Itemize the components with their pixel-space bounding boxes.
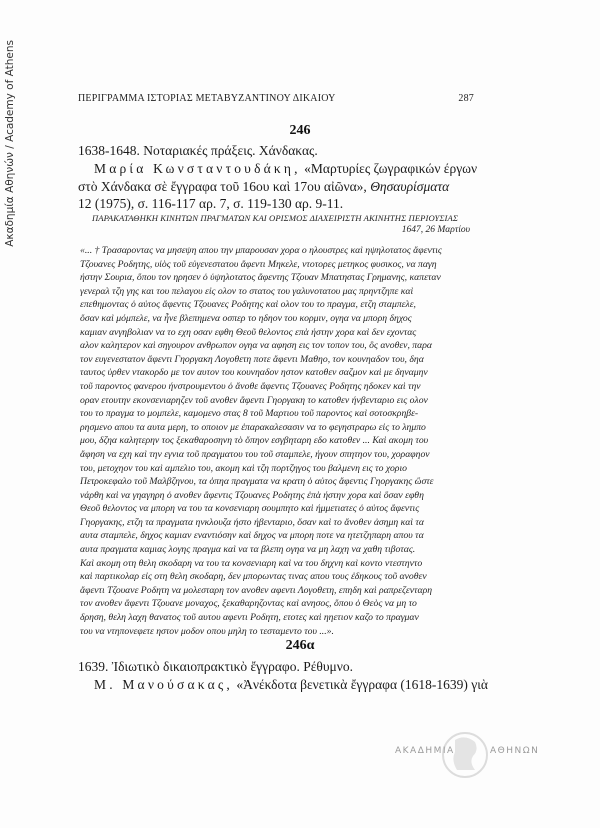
entry-246-reference (78, 160, 484, 213)
transcription-line: ρησμενο απου τα αυτα μερη, το οποιον με ἐπαρακαλεσασιν να το φεγηστραρω εἰς το λημπο (80, 421, 426, 433)
entry-246-number: 246 (289, 123, 311, 138)
sidebar-text: Ακαδημία Αθηνών / Academy of Athens (4, 40, 16, 247)
transcription-line: τον ανοθεν ἄφεντι Τζουανε μοναχος, ξεκαθαρηζοντας καὶ ανησος, ὅπου ὁ Θεὸς να μη το (80, 598, 417, 610)
transcription-line: τοῦ παροντος φανερου ήνστρουμεντου ὁ ἄνοθε ἄφεντις Τζουανες Ροδητης ηδοκεν καὶ την (80, 380, 421, 392)
reference-line-3 (78, 195, 484, 213)
archive-sidebar-label (4, 40, 26, 270)
transcription-line: ὅσαν καὶ μόμπελε, να ἦνε βλεπημενα οσπερ το ηδηον του κορμιν, ογηα να μπορη δηχος (80, 312, 412, 324)
document-date: 1647, 26 Μαρτίου (401, 225, 470, 235)
transcription-line: αυτα σταμπελε, δηχος καμιαν εναντιόσην καὶ δηχος να μπορη ποτε να ητετζηπαρη απου τα (80, 530, 424, 542)
entry-246-title: 1638-1648. Νοταριακές πράξεις. Χάνδακας. (78, 143, 318, 158)
reference-pages: 12 (1975), σ. 116-117 αρ. 7, σ. 119-130 αρ. 9-11. (78, 196, 344, 211)
page-number: 287 (458, 93, 474, 104)
watermark-right-text: ΑΘΗΝΩΝ (490, 746, 540, 756)
transcription-line: ήστην Σουρια, ὅπου τον ηρησεν ὁ ὑψηλοτατος ἄφεντης Τζουαν Μπατηστας Γρημανης, καπεταν (80, 272, 441, 284)
transcription-line: Θεοῦ θελοντος να μπορη να του τα κονσενιαρη σουμπητο καὶ ήμμετιατες ὁ αὐτος ἄφεντις (80, 503, 420, 515)
reference-line-2 (78, 178, 484, 196)
transcription-line: Πετροκεφαλο τοῦ Μαλβζηνου, τα ὀπηα πραγματα να κρατη ὁ αὐτος ἄφεντις Γηοργακης ὥστε (80, 476, 434, 488)
transcription-line: τον ευγενεστατον ἄφεντι Γηοργακη Λογοθετη ποτε ἄφεντι Μαθηο, τον κουνηαδον του, δηα (80, 353, 424, 365)
transcription-line: ἄφεντι Τζουανε Ροδητη να μολεσταρη τον ανοθεν αφεντι Λογοθετη, επηδη καὶ ραπρεζενταρη (80, 584, 433, 596)
transcription-line: δρηση, θελη λαχη θανατος τοῦ αυτου αφεντι Ροδητη, ετοτες καὶ ηηετιον καζο το πραγμαν (80, 612, 419, 624)
transcription-line: νάρθη καὶ να γηαγηρη ὁ ανοθεν ἄφεντις Τζουανες Ροδητης ἐπὰ ήστην χορα καὶ ὅσαν εφθη (80, 489, 424, 501)
transcription-line: καὶ παρτικολαρ εἰς οτη θελη σκοδαρη, δεν μπορωντας τινας απου τους ἐδηκους τοῦ ανοθεν (80, 571, 427, 583)
reference-title-246a: «Ἀνέκδοτα βενετικὰ ἔγγραφα (1618-1639) γιὰ (236, 677, 488, 692)
reference-author-246a: Μ. Μανούσακας, (94, 677, 233, 692)
running-header (78, 93, 474, 104)
entry-246a-number: 246α (285, 638, 315, 653)
transcription-line: του το πραγμα το μομπελε, καμομενο στας 8 τοῦ Μαρτιου τοῦ παροντος καὶ σοτοσκρηβε- (80, 408, 419, 420)
entry-246a-title: 1639. Ἰδιωτικὸ δικαιοπρακτικὸ ἔγγραφο. Ρέθυμνο. (78, 659, 354, 674)
transcription-line: γενεραλ τζη γης και του πελαγου εἰς ολον το στατος του γαλυνοτατου μας πρηντζηπε καὶ (80, 285, 414, 297)
transcription-line: του, μετοχηον του καὶ αμπελιο του, ακομη καὶ τζη πορτζηγος του βαλμενη εις το χοριο (80, 462, 407, 474)
reference-line-1 (94, 160, 484, 178)
header-title: ΠΕΡΙΓΡΑΜΜΑ ΙΣΤΟΡΙΑΣ ΜΕΤΑΒΥΖΑΝΤΙΝΟΥ ΔΙΚΑΙΟΥ (78, 93, 336, 104)
transcription-line: Τζουανες Ροδητης, υἱὸς τοῦ εὐγενεστατου ἄφεντι Μηκελε, ντοτορες μετηκος φυσικος, να παγη (80, 258, 437, 270)
reference-journal: Θησαυρίσματα (370, 178, 450, 194)
transcription-line: οραν ετουτην εκονσενιαρηζεν τοῦ ανοθεν ἄφεντι Γηοργακη το κατοθεν ήνβενταριο εις ολον (80, 394, 428, 406)
document-heading: ΠΑΡΑΚΑΤΑΘΗΚΗ ΚΙΝΗΤΩΝ ΠΡΑΓΜΑΤΩΝ ΚΑΙ ΟΡΙΣΜΟΣ ΔΙΑΧΕΙΡΙΣΤΗ ΑΚΙΝΗΤΗΣ ΠΕΡΙΟΥΣΙΑΣ (91, 213, 459, 223)
transcription-line: ἄφηση να εχη καὶ την εγνια τοῦ πραγματου του τοῦ σταμπελε, ήγουν σπητηον του, χοραφηον (80, 448, 430, 460)
transcription-line: «... † Τρασαροντας να μησεψη απου την μπαρουσαν χορα ο ηλουστρες καὶ ηψηλοτατος ἄφεντις (80, 245, 442, 256)
reference-title-end: στὸ Χάνδακα σὲ ἔγγραφα τοῦ 16ου καὶ 17ου αἰῶνα», (78, 178, 367, 194)
transcription-line: του να ντηπονεφετε ηστον μοδον οπου μηλη το τεσταμεντο του ...». (80, 625, 334, 637)
transcription-line: αυτα πραγματα καμιας λογης πραγμα καὶ να τα βλεπη ογηα να μη λαχη να χαθη τιβοτας. (80, 544, 416, 556)
transcription-line: αλον καλητερον καὶ σηγουρον ανθρωπον ογηα να αφηση εις τον τοπον του, ὃς ανοθεν, παρα (80, 340, 432, 352)
transcription-line: Γηοργακης, ετζη τα πραγματα ηνκλουζα ήστο ήβενταριο, ὅσαν καὶ το ἄνοθεν ἀσημη καὶ τα (80, 516, 424, 528)
document-transcription (80, 244, 476, 638)
transcription-line: μου, δζηα καλητερην τος ξεκαθαροσηνη τὸ ὅπηον εσγβηταρη εδο κατοθεν ... Καὶ ακομη του (80, 435, 429, 447)
transcription-line: καμιαν ανγηβολιαν να το εχη οσαν εφθη Θεοῦ θελοντος επὰ ήστην χορα καὶ δεν εχοντας (80, 326, 417, 338)
reference-author: Μαρία Κωνσταντουδάκη, (94, 161, 301, 176)
transcription-line: ταυτος ὑρθεν ντακορδο με τον αυτον του κουνηαδον ηστον κατοθεν σαζμον καὶ με δηναμην (80, 367, 428, 379)
reference-title-start: «Μαρτυρίες ζωγραφικών έργων (304, 161, 478, 176)
entry-246a-reference (94, 677, 494, 693)
transcription-line: Καὶ ακομη οτη θελη σκοδαρη να του τα κονσενιαρη καὶ να του δηχνη καὶ κοντο ντεστηντο (80, 557, 423, 569)
watermark-left-text: ΑΚΑΔΗΜΙΑ (395, 746, 455, 756)
transcription-line: επεθημοντας ὁ αὐτος ἄφεντις Τζουανες Ροδητης καὶ ολον του το πραγμα, ετζη σταμπελε, (80, 299, 416, 311)
